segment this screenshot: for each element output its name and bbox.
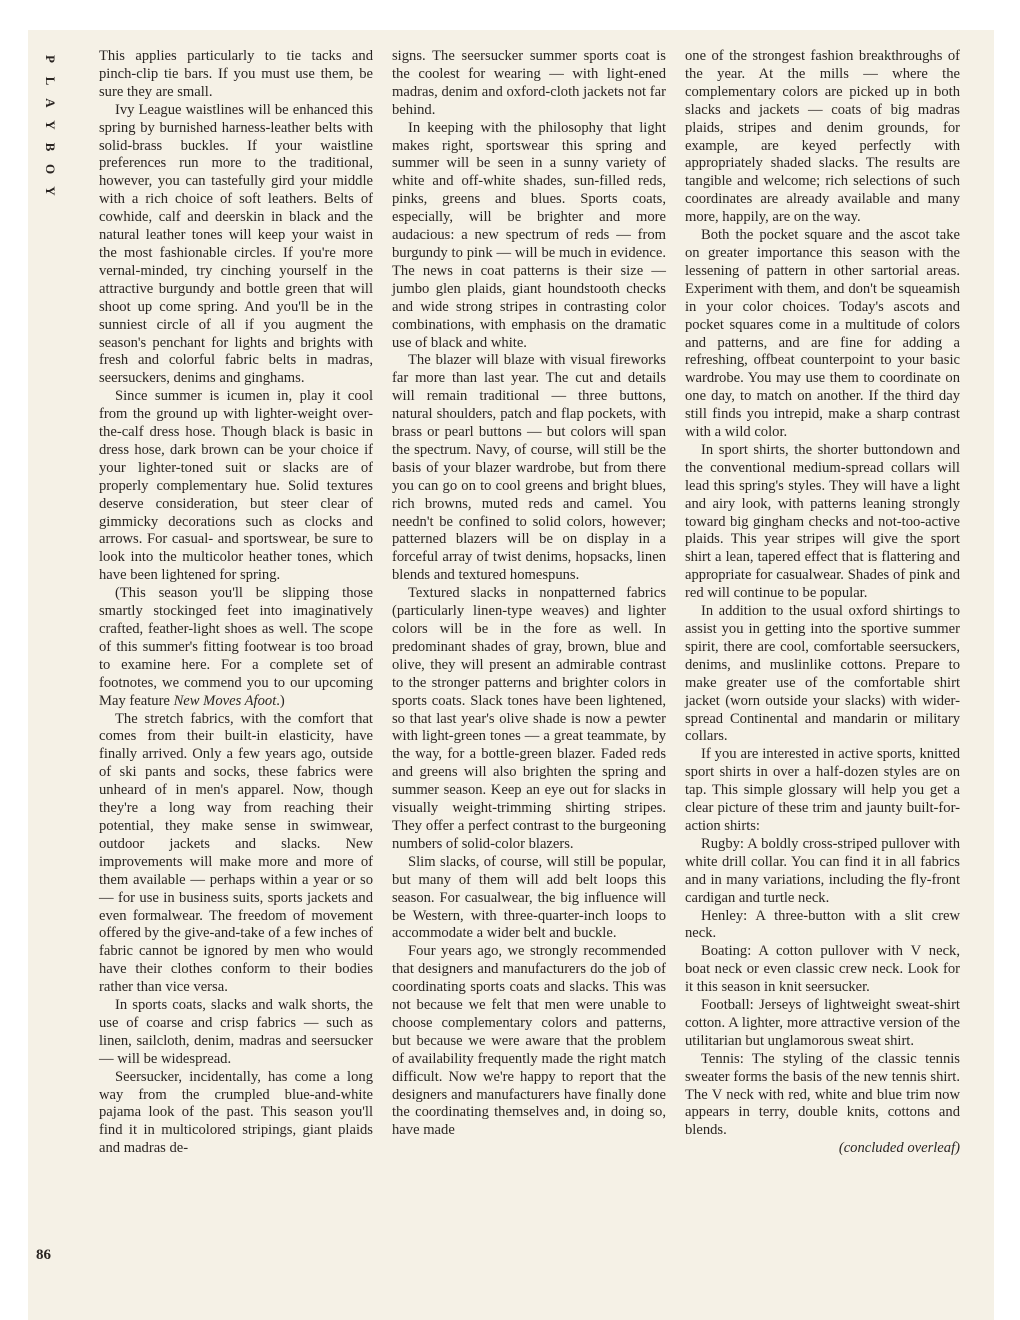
column-2	[392, 48, 666, 1140]
paragraph: Since summer is icumen in, play it cool from the ground up with lighter-weight over-the-calf dress hose. Though black is basic in dress hose, dark brown can be your choice if your lighter-toned suit or slacks are of properly complementary hue. Solid textures deserve consideration, but steer clear of gimmicky decorations such as clocks and arrows. For casual- and sportswear, be sure to look into the multicolor heather tones, which have been lightened for spring.	[99, 388, 373, 584]
paragraph: The stretch fabrics, with the comfort that comes from their built-in elasticity, have finally arrived. Only a few years ago, outside of ski pants and socks, these fabrics were unheard of in men's apparel. Now, though they're a long way from reaching their potential, they make sense in swimwear, outdoor jackets and slacks. New improvements will make more and more of them available — perhaps within a year or so — for use in business suits, sports jackets and even formalwear. The freedom of movement offered by the give-and-take of a few inches of fabric cannot be ignored by men who would have their clothes conform to their bodies rather than vice versa.	[99, 710, 373, 996]
paragraph: Slim slacks, of course, will still be popular, but many of them will add belt loops this season. For casualwear, the big influence will be Western, with three-quarter-inch loops to accommodate a wider belt and buckle.	[392, 853, 666, 942]
column-3	[685, 48, 960, 1158]
paragraph: In addition to the usual oxford shirtings to assist you in getting into the sportive summer spirit, there are cool, comfortable seersuckers, denims, and muslinlike cottons. Prepare to make greater use of the comfortable shirt jacket (worn outside your slacks) with wider-spread Continental and mandarin or military collars.	[685, 603, 960, 745]
glossary-entry: Henley: A three-button with a slit crew neck.	[685, 907, 960, 942]
column-1	[99, 48, 373, 1158]
paragraph: In sports coats, slacks and walk shorts, the use of coarse and crisp fabrics — such as linen, sailcloth, denim, madras and seersucker — will be widespread.	[99, 997, 373, 1067]
paragraph: In keeping with the philosophy that light makes right, sportswear this spring and summer will be seen in a sunny variety of white and off-white shades, sun-filled reds, pinks, greens and blues. Sports coats, especially, will be brighter and more audacious: a new spectrum of reds — from burgundy to pink — will be much in evidence. The news in coat patterns is their size — jumbo glen plaids, giant houndstooth checks and wide strong stripes in contrasting color combinations, with emphasis on the dramatic use of black and white.	[392, 119, 666, 351]
paragraph: Both the pocket square and the ascot take on greater importance this season with the lessening of pattern in other sartorial areas. Experiment with them, and don't be squeamish in your color choices. Today's ascots and pocket squares come in a multitude of colors and patterns, and are fine for adding a refreshing, offbeat counterpoint to your basic wardrobe. You may use them to coordinate on one day, to match on another. If the third day still finds you intrepid, make a sharp contrast with a wild color.	[685, 227, 960, 441]
glossary-entry: Boating: A cotton pullover with V neck, boat neck or even classic crew neck. Look for it this season in knit seersucker.	[685, 943, 960, 996]
paragraph: signs. The seersucker summer sports coat is the coolest for wearing — with light-ened madras, denim and oxford-cloth jackets not far behind.	[392, 48, 666, 118]
page-number: 86	[36, 1247, 51, 1263]
paragraph-text: .)	[276, 692, 285, 709]
paragraph: Ivy League waistlines will be enhanced this spring by burnished harness-leather belts with solid-brass buckles. If your waistline preferences run more to the traditional, however, you can tastefully gird your middle with a rich choice of soft leathers. Belts of cowhide, calf and deerskin in black and the natural leather tones will keep your waist in the most fashionable circles. If you're more vernal-minded, try cinching yourself in the attractive burgundy and bottle green that will shoot up come spring. And you'll be in the sunniest circle of all if you augment the season's penchant for lights and brights with fresh and colorful fabric belts in madras, seersuckers, denims and ginghams.	[99, 101, 373, 387]
paragraph: one of the strongest fashion breakthroughs of the year. At the mills — where the complementary colors are picked up in both slacks and jackets — coats of big madras plaids, stripes and denim grounds, for example, are keyed perfectly with appropriately shaded slacks. The results are tangible and welcome; rich selections of such coordinates are already available and many more, happily, are on the way.	[685, 48, 960, 226]
continued-note: (concluded overleaf)	[838, 1140, 960, 1157]
glossary-entry: Football: Jerseys of lightweight sweat-shirt cotton. A lighter, more attractive version of the utilitarian but unglamorous sweat shirt.	[685, 997, 960, 1049]
paragraph	[99, 585, 373, 710]
paragraph: Textured slacks in nonpatterned fabrics (particularly linen-type weaves) and lighter colors will be in the fore as well. In predominant shades of gray, brown, blue and olive, they will present an admirable contrast to the stronger patterns and brighter colors in sports coats. Slack tones have been lightened, so that last year's olive shade is now a pewter with light-green tones — a great teammate, by the way, for a bottle-green blazer. Faded reds and greens will also brighten the spring and summer season. Keep an eye out for slacks in visually weight-trimming shirting stripes. They offer a perfect contrast to the burgeoning numbers of solid-color blazers.	[392, 585, 666, 852]
paragraph: If you are interested in active sports, knitted sport shirts in over a half-dozen styles are on tap. This simple glossary will help you get a clear picture of these trim and jaunty built-for-action shirts:	[685, 746, 960, 834]
paragraph: The blazer will blaze with visual fireworks far more than last year. The cut and details will remain traditional — three buttons, natural shoulders, patch and flap pockets, with brass or pearl buttons — but colors will span the spectrum. Navy, of course, will still be the basis of your blazer wardrobe, but from there you can go on to cool greens and bright blues, rich browns, muted reds and camel. You needn't be confined to solid colors, however; patterned blazers will be on display in a forceful array of twist denims, hopsacks, linen blends and textured homespuns.	[392, 352, 666, 584]
paragraph-text: (This season you'll be slipping those smartly stockinged feet into imaginatively crafted, feather-light shoes as well. The scope of this summer's fitting footwear is too broad to examine here. For a complete set of footnotes, we commend you to our upcoming May feature	[99, 585, 373, 709]
paragraph: In sport shirts, the shorter buttondown and the conventional medium-spread collars will lead this spring's styles. They will have a light and airy look, with patterns leaning strongly toward big gingham checks and not-too-active plaids. This year stripes will give the sport shirt a lean, tapered effect that is flattering and appropriate for casualwear. Shades of pink and red will continue to be popular.	[685, 441, 960, 602]
feature-title: New Moves Afoot	[173, 692, 277, 709]
glossary-entry: Tennis: The styling of the classic tennis sweater forms the basis of the new tennis shirt. The V neck with red, white and blue trim now appears in terry, double knits, cottons and blends.	[685, 1050, 960, 1139]
magazine-name-vertical: P L A Y B O Y	[43, 55, 58, 196]
paragraph: Four years ago, we strongly recommended that designers and manufacturers do the job of coordinating sports coats and slacks. This was not because we felt that men were unable to choose complementary colors and patterns, but because we were aware that the problem of availability frequently made the right match difficult. Now we're happy to report that the designers and manufacturers have finally done the coordinating themselves and, in doing so, have made	[392, 943, 666, 1139]
glossary-entry: Rugby: A boldly cross-striped pullover with white drill collar. You can find it in all fabrics and in many variations, including the fly-front cardigan and turtle neck.	[685, 835, 960, 906]
paragraph: This applies particularly to tie tacks and pinch-clip tie bars. If you must use them, be sure they are small.	[99, 48, 373, 100]
paragraph: Seersucker, incidentally, has come a long way from the crumpled blue-and-white pajama look of the past. This season you'll find it in multicolored stripings, giant plaids and madras de-	[99, 1068, 373, 1157]
